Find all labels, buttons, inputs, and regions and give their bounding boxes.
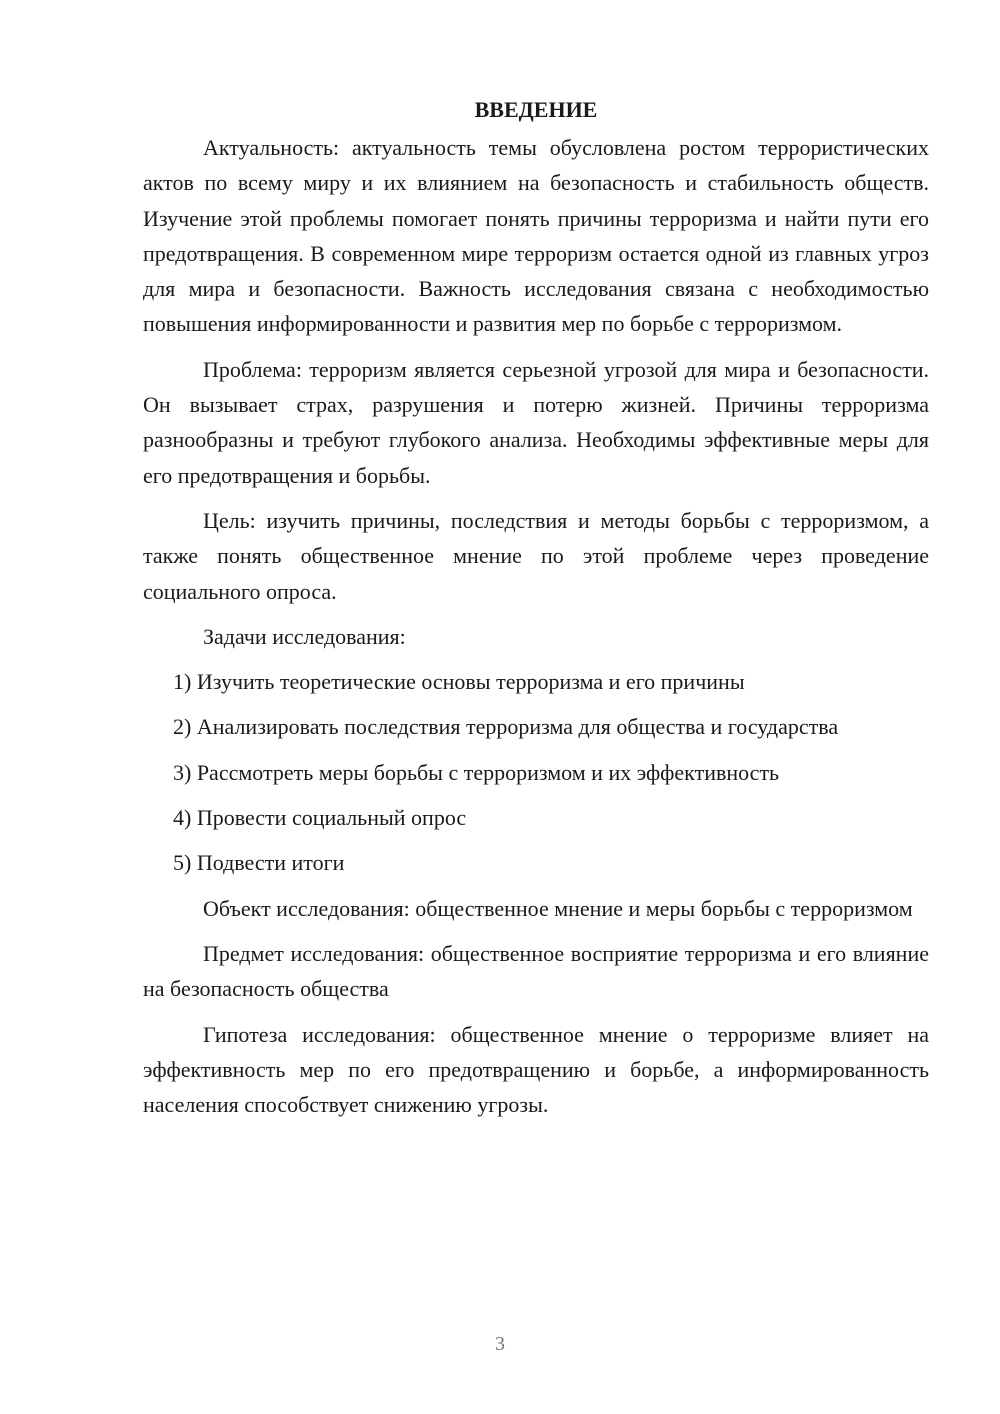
page-number: 3	[495, 1333, 505, 1355]
task-item-3: 3) Рассмотреть меры борьбы с терроризмом и их эффективность	[173, 759, 780, 785]
tasks-heading: Задачи исследования:	[203, 623, 406, 649]
paragraph-object: Объект исследования: общественное мнение и меры борьбы с терроризмом	[203, 895, 913, 921]
task-item-1: 1) Изучить теоретические основы терроризма и его причины	[173, 669, 745, 695]
page-content	[143, 95, 929, 1132]
task-item-4: 4) Провести социальный опрос	[173, 805, 467, 831]
paragraph-subject: Предмет исследования: общественное восприятие терроризма и его влияние на безопасность общества	[143, 940, 929, 1002]
tasks-list	[143, 664, 929, 880]
paragraph-hypothesis: Гипотеза исследования: общественное мнение о терроризме влияет на эффективность мер по его предотвращению и борьбе, а информированность населения способствует снижению угрозы.	[143, 1021, 929, 1118]
task-item-5: 5) Подвести итоги	[173, 850, 345, 876]
paragraph-problem: Проблема: терроризм является серьезной угрозой для мира и безопасности. Он вызывает страх, разрушения и потерю жизней. Причины терроризма разнообразны и требуют глубокого анализа. Необходимы эффективные меры для его предотвращения и борьбы.	[143, 356, 929, 488]
section-title: ВВЕДЕНИЕ	[474, 97, 598, 122]
paragraph-goal: Цель: изучить причины, последствия и методы борьбы с терроризмом, а также понять общественное мнение по этой проблеме через проведение социального опроса.	[143, 507, 929, 604]
paragraph-relevance: Актуальность: актуальность темы обусловлена ростом террористических актов по всему миру и их влиянием на безопасность и стабильность обществ. Изучение этой проблемы помогает понять причины терроризма и найти пути его предотвращения. В современном мире терроризм остается одной из главных угроз для мира и безопасности. Важность исследования связана с необходимостью повышения информированности и развития мер по борьбе с терроризмом.	[143, 135, 929, 337]
task-item-2: 2) Анализировать последствия терроризма для общества и государства	[173, 714, 839, 740]
